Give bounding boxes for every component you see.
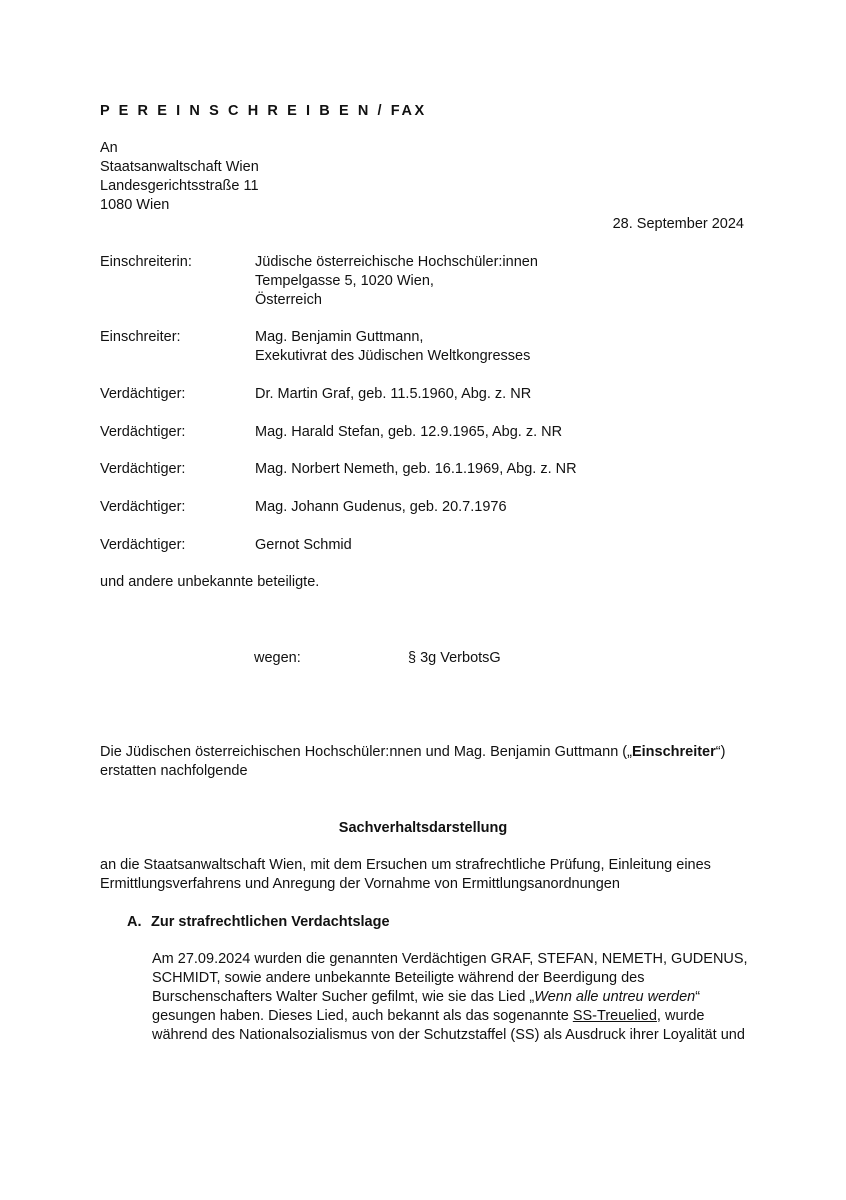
- party-role: Verdächtiger:: [100, 386, 186, 402]
- intro-paragraph: [100, 743, 725, 781]
- section-heading: [127, 913, 390, 932]
- charge-law: § 3g VerbotsG: [408, 650, 501, 666]
- purpose-line: an die Staatsanwaltschaft Wien, mit dem Ersuchen um strafrechtliche Prüfung, Einleitung eines: [100, 857, 711, 873]
- body-line: SCHMIDT, sowie andere unbekannte Beteiligte während der Beerdigung des: [152, 970, 645, 986]
- intro-line: erstatten nachfolgende: [100, 763, 248, 779]
- body-line: [152, 988, 748, 1007]
- body-line: [152, 1007, 748, 1026]
- body-text: Burschenschafters Walter Sucher gefilmt, wie sie das Lied „: [152, 989, 535, 1005]
- section-letter: A.: [127, 914, 142, 930]
- party-info: [255, 385, 531, 404]
- document-title: Sachverhaltsdarstellung: [338, 820, 508, 836]
- party-info-line: Exekutivrat des Jüdischen Weltkongresses: [255, 348, 531, 364]
- party-info: [255, 253, 538, 310]
- body-line: während des Nationalsozialismus von der Schutzstaffel (SS) als Ausdruck ihrer Loyalität und: [152, 1027, 745, 1043]
- letter-date: 28. September 2024: [612, 216, 744, 232]
- intro-text: Die Jüdischen österreichischen Hochschüler:nnen und Mag. Benjamin Guttmann („: [100, 744, 632, 760]
- party-info: [255, 460, 577, 479]
- party-info-line: Mag. Harald Stefan, geb. 12.9.1965, Abg. z. NR: [255, 424, 563, 440]
- body-text: gesungen haben. Dieses Lied, auch bekannt als das sogenannte: [152, 1008, 573, 1024]
- party-info-line: Tempelgasse 5, 1020 Wien,: [255, 273, 434, 289]
- party-info-line: Mag. Johann Gudenus, geb. 20.7.1976: [255, 499, 507, 515]
- party-role: Verdächtiger:: [100, 499, 186, 515]
- party-role: Einschreiterin:: [100, 254, 192, 270]
- party-info-line: Dr. Martin Graf, geb. 11.5.1960, Abg. z. NR: [255, 386, 532, 402]
- charge-label: wegen:: [254, 650, 301, 666]
- party-info: [255, 536, 352, 555]
- party-info-line: Mag. Norbert Nemeth, geb. 16.1.1969, Abg. z. NR: [255, 461, 577, 477]
- delivery-method-header: P E R E I N S C H R E I B E N / FAX: [100, 103, 427, 119]
- party-role: Verdächtiger:: [100, 537, 186, 553]
- body-text: “: [695, 989, 701, 1005]
- recipient-address: [100, 139, 259, 215]
- party-info: [255, 423, 562, 442]
- intro-text: “): [715, 744, 726, 760]
- party-role: Verdächtiger:: [100, 461, 186, 477]
- party-info-line: Jüdische österreichische Hochschüler:innen: [255, 254, 538, 270]
- party-info: [255, 498, 507, 517]
- party-info: [255, 328, 530, 366]
- recipient-line: An: [100, 140, 118, 156]
- body-text: , wurde: [656, 1008, 705, 1024]
- section-heading-text: Zur strafrechtlichen Verdachtslage: [151, 914, 390, 930]
- recipient-name: Staatsanwaltschaft Wien: [100, 159, 259, 175]
- ss-treuelied-link[interactable]: SS-Treuelied: [572, 1008, 657, 1024]
- intro-line: [100, 743, 725, 762]
- charge-line: [254, 649, 501, 668]
- other-participants: und andere unbekannte beteiligte.: [100, 574, 320, 590]
- song-title: Wenn alle untreu werden: [534, 989, 696, 1005]
- party-info-line: Gernot Schmid: [255, 537, 352, 553]
- recipient-street: Landesgerichtsstraße 11: [100, 178, 259, 194]
- intro-bold-term: Einschreiter: [631, 744, 716, 760]
- party-role: Einschreiter:: [100, 329, 181, 345]
- body-line: Am 27.09.2024 wurden die genannten Verdächtigen GRAF, STEFAN, NEMETH, GUDENUS,: [152, 951, 748, 967]
- recipient-city: 1080 Wien: [100, 197, 170, 213]
- purpose-paragraph: [100, 856, 711, 894]
- section-body: [152, 950, 748, 1045]
- purpose-line: Ermittlungsverfahrens und Anregung der Vornahme von Ermittlungsanordnungen: [100, 876, 620, 892]
- party-info-line: Österreich: [255, 292, 322, 308]
- party-role: Verdächtiger:: [100, 424, 186, 440]
- party-info-line: Mag. Benjamin Guttmann,: [255, 329, 424, 345]
